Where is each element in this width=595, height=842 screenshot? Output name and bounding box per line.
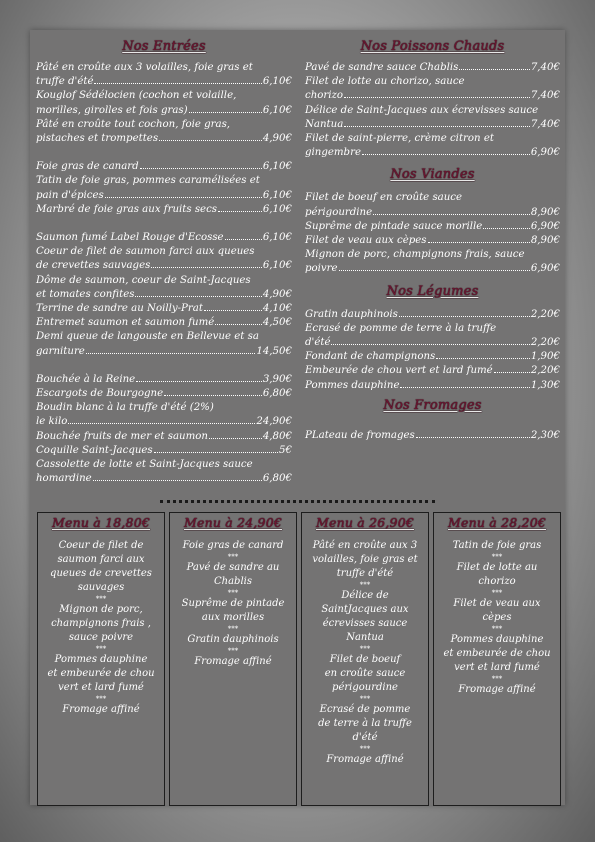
dot-leader [400, 387, 529, 388]
menu-item-label: PLateau de fromages [305, 429, 415, 441]
menu-item-row [36, 472, 292, 486]
menu-item-price: 1,30€ [530, 379, 560, 391]
dot-leader [209, 438, 262, 439]
menu-item-desc: Filet de lotte au chorizo, sauce [305, 76, 465, 88]
course-separator: *** [491, 625, 503, 633]
dot-leader [331, 344, 529, 345]
menu-item [36, 330, 292, 358]
dot-leader [105, 197, 262, 198]
section-title-poissons: Nos Poissons Chauds [360, 39, 505, 54]
dot-leader [86, 353, 256, 354]
dot-leader [215, 324, 262, 325]
menu-item-row [36, 316, 292, 330]
menu-item [36, 174, 292, 202]
menu-item-row [305, 89, 560, 103]
course-line: Pâté en croûte aux 3 [312, 540, 418, 551]
menu-item-price: 2,20€ [530, 308, 560, 320]
menu-item-row [305, 364, 560, 378]
menu-item-label: Pavé de sandre sauce Chablis [305, 62, 459, 73]
left-column [36, 30, 292, 486]
dot-leader [436, 358, 530, 359]
menu-item [305, 104, 560, 132]
menu-item-row [305, 379, 560, 393]
menu-item-label: morilles, girolles et fois gras) [36, 104, 188, 116]
course-line: Suprême de pintade [181, 598, 285, 609]
course-line: périgourdine [332, 682, 398, 693]
course-line: et embeurée de chou [47, 668, 155, 679]
menu-item-row [36, 302, 292, 316]
course-separator: *** [491, 553, 503, 561]
section-fromages [305, 429, 560, 443]
course-line: Filet de boeuf [329, 654, 401, 665]
course-line: et embeurée de chou [443, 648, 551, 659]
menu-item-price: 8,90€ [530, 235, 560, 247]
course-separator: *** [359, 581, 371, 589]
menu-item-price: 24,90€ [256, 416, 292, 428]
menu-item [36, 401, 292, 429]
menu-item-desc: Boudin blanc à la truffe d'été (2%) [36, 402, 214, 414]
section-title-legumes: Nos Légumes [386, 283, 479, 299]
menu-item [36, 118, 292, 146]
section-legumes [305, 308, 560, 393]
menu-item-row [36, 203, 292, 217]
dot-leader [344, 126, 530, 127]
menu-item-row [36, 75, 292, 89]
dot-leader [204, 310, 262, 311]
menu-item-price: 7,40€ [530, 118, 560, 130]
menu-item-label: Terrine de sandre au Noilly-Prat [36, 303, 203, 315]
dot-leader [135, 296, 261, 297]
menu-item-label: de crevettes sauvages [36, 260, 151, 272]
menu-item [305, 308, 560, 322]
menu-item-row [305, 61, 560, 75]
menu-body [170, 533, 296, 669]
menu-item [36, 316, 292, 330]
menu-item-price: 6,80€ [262, 388, 292, 400]
menu-item-price: 2,20€ [530, 365, 560, 377]
menu-item [36, 245, 292, 273]
menu-item [36, 274, 292, 302]
menu-box-3 [301, 512, 429, 806]
course-line: Nantua [346, 632, 384, 643]
dot-leader [189, 112, 262, 113]
course-line: Pavé de sandre au [186, 562, 280, 573]
menu-item-label: Suprême de pintade sauce morille [305, 220, 483, 232]
menu-item-label: gingembre [305, 147, 361, 159]
menu-item-desc: Pâté en croûte aux 3 volailles, foie gras et [36, 62, 253, 73]
menu-item-label: poivre [305, 263, 338, 275]
menu-item [305, 61, 560, 75]
course-separator: *** [95, 645, 107, 653]
menu-item-price: 1,90€ [530, 351, 560, 363]
course-line: Fromage affiné [62, 704, 140, 715]
menu-item [305, 75, 560, 103]
menu-item-price: 6,10€ [262, 161, 292, 173]
dot-leader [154, 452, 278, 453]
menu-item-price: 4,90€ [262, 133, 292, 145]
menu-item-desc: Kouglof Sédélocien (cochon et volaille, [36, 90, 237, 102]
course-line: sauce poivre [68, 632, 134, 643]
dot-leader [225, 239, 262, 240]
course-line: Chablis [214, 576, 252, 587]
menu-item-price: 6,10€ [262, 203, 292, 215]
menu-item-desc: Délice de Saint-Jacques aux écrevisses sauce [305, 104, 539, 116]
dot-leader [140, 168, 262, 169]
menu-item-label: Gratin dauphinois [305, 308, 398, 320]
menu-title: Menu à 26,90€ [315, 515, 415, 530]
menu-item [305, 234, 560, 248]
course-line: vert et lard fumé [454, 662, 540, 673]
menu-body [434, 533, 560, 697]
course-separator: *** [491, 589, 503, 597]
menu-box-4 [433, 512, 561, 806]
menu-item-price: 5€ [279, 444, 292, 456]
menu-item-label: homardine [36, 473, 92, 485]
menu-item [36, 160, 292, 174]
course-line: Gratin dauphinois [187, 634, 279, 645]
menu-item-price: 6,10€ [262, 189, 292, 201]
menu-item-desc: Filet de saint-pierre, crème citron et [305, 133, 494, 145]
course-line: queues de crevettes [50, 568, 152, 579]
menu-item-price: 7,40€ [530, 90, 560, 102]
course-line: aux morilles [201, 612, 265, 623]
course-line: cèpes [482, 612, 512, 623]
menu-item-row [36, 415, 292, 429]
course-line: écrevisses sauce [322, 618, 408, 629]
course-line: saumon farci aux [57, 554, 145, 565]
dot-leader [416, 437, 530, 438]
dot-leader [151, 267, 261, 268]
menu-item-price: 4,50€ [262, 317, 292, 329]
course-line: en croûte sauce [324, 668, 406, 679]
course-line: Pommes dauphine [450, 634, 544, 645]
dot-leader [483, 228, 530, 229]
course-line: Fromage affiné [194, 656, 272, 667]
menu-panel [30, 30, 565, 805]
dot-leader [164, 395, 262, 396]
spacer [36, 359, 292, 373]
menu-item-price: 2,20€ [530, 337, 560, 349]
menu-item-label: d'été [305, 337, 331, 349]
menu-item-desc: Dôme de saumon, coeur de Saint-Jacques [36, 274, 251, 286]
dotted-divider [160, 500, 435, 503]
course-line: Tatin de foie gras [452, 540, 542, 551]
course-line: Coeur de filet de [58, 540, 144, 551]
menu-item-price: 7,40€ [530, 62, 560, 73]
section-title-fromages: Nos Fromages [383, 397, 482, 413]
spacer [36, 217, 292, 231]
dot-leader [94, 83, 261, 84]
menu-item [305, 191, 560, 219]
section-entrees [36, 61, 292, 486]
menu-item-row [36, 288, 292, 302]
menu-item [36, 458, 292, 486]
menu-item-desc: Tatin de foie gras, pommes caramélisées et [36, 175, 260, 187]
menu-item-row [305, 146, 560, 160]
menu-item-price: 6,10€ [262, 104, 292, 116]
course-line: d'été [352, 732, 378, 743]
menu-item-label: Pommes dauphine [305, 379, 400, 391]
menu-item-price: 6,90€ [530, 263, 560, 275]
menu-item-row [36, 444, 292, 458]
course-line: Pommes dauphine [54, 654, 148, 665]
menu-item-price: 4,90€ [262, 288, 292, 300]
menu-item-label: périgourdine [305, 206, 373, 218]
dot-leader [362, 154, 530, 155]
dot-leader [459, 69, 529, 70]
menu-body [302, 533, 428, 767]
menu-item-row [305, 429, 560, 443]
course-separator: *** [227, 625, 239, 633]
menu-item-price: 6,10€ [262, 260, 292, 272]
menu-item-label: Nantua [305, 118, 344, 130]
menu-item-label: et tomates confites [36, 288, 135, 300]
section-title-entrees: Nos Entrées [122, 39, 206, 54]
menu-item [36, 203, 292, 217]
menu-item-label: pain d'épices [36, 189, 104, 201]
menu-item-label: Saumon fumé Label Rouge d'Ecosse [36, 232, 224, 244]
menu-item [305, 322, 560, 350]
dot-leader [136, 381, 262, 382]
menu-item-desc: Ecrasé de pomme de terre à la truffe [305, 322, 497, 334]
menu-box-2 [169, 512, 297, 806]
course-separator: *** [359, 745, 371, 753]
menu-item-label: Foie gras de canard [36, 161, 139, 173]
course-separator: *** [227, 589, 239, 597]
menu-item [36, 444, 292, 458]
menu-item-label: Coquille Saint-Jacques [36, 444, 153, 456]
dot-leader [218, 211, 262, 212]
menu-item-row [305, 206, 560, 220]
section-poissons [305, 61, 560, 160]
menu-item-desc: Cassolette de lotte et Saint-Jacques sauce [36, 459, 253, 471]
course-line: Délice de [341, 590, 389, 601]
spacer [36, 146, 292, 160]
menu-item-row [305, 234, 560, 248]
menu-item-row [36, 160, 292, 174]
course-separator: *** [227, 647, 239, 655]
menu-item [305, 364, 560, 378]
menu-item-price: 14,50€ [256, 345, 292, 357]
course-line: truffe d'été [336, 568, 394, 579]
section-viandes [305, 191, 560, 276]
menu-item-price: 4,10€ [262, 303, 292, 315]
menu-item-row [305, 308, 560, 322]
menu-item-row [305, 350, 560, 364]
dot-leader [68, 423, 255, 424]
course-line: volailles, foie gras et [312, 554, 418, 565]
menu-item [305, 429, 560, 443]
course-separator: *** [95, 595, 107, 603]
section-title-viandes: Nos Viandes [390, 167, 475, 183]
menu-item-label: pistaches et trompettes [36, 133, 159, 145]
menu-item-label: Bouchée fruits de mer et saumon [36, 430, 208, 442]
course-separator: *** [359, 645, 371, 653]
menu-item-row [305, 118, 560, 132]
menu-item-row [36, 345, 292, 359]
menu-item [36, 89, 292, 117]
menu-title: Menu à 18,80€ [51, 515, 151, 530]
menu-item-label: Bouchée à la Reine [36, 373, 136, 385]
dot-leader [339, 270, 530, 271]
menu-item-row [36, 430, 292, 444]
menu-item-price: 2,30€ [530, 429, 560, 441]
course-line: vert et lard fumé [58, 682, 144, 693]
menu-item [305, 379, 560, 393]
right-column [305, 30, 560, 443]
menu-item-row [36, 373, 292, 387]
menu-item [36, 387, 292, 401]
dot-leader [159, 140, 262, 141]
menu-item-desc: Pâté en croûte tout cochon, foie gras, [36, 118, 231, 130]
menu-item-label: garniture [36, 345, 85, 357]
menu-item [305, 220, 560, 234]
menu-item-label: le kilo [36, 416, 68, 428]
menu-item [36, 430, 292, 444]
menu-item-desc: Filet de boeuf en croûte sauce [305, 192, 463, 204]
menu-item-label: Embeurée de chou vert et lard fumé [305, 365, 493, 377]
dot-leader [399, 316, 530, 317]
menu-item-label: Fondant de champignons [305, 351, 436, 363]
menu-item-row [36, 104, 292, 118]
dot-leader [344, 97, 530, 98]
menu-item-row [36, 231, 292, 245]
course-line: Fromage affiné [326, 754, 404, 765]
menu-item [36, 373, 292, 387]
menu-item [36, 231, 292, 245]
menu-item-row [36, 132, 292, 146]
menu-item-desc: Coeur de filet de saumon farci aux queues [36, 246, 255, 258]
course-line: sauvages [77, 582, 125, 593]
menu-item-row [305, 220, 560, 234]
menu-item-price: 6,10€ [262, 76, 292, 88]
menu-item [36, 302, 292, 316]
menu-title: Menu à 28,20€ [447, 515, 547, 530]
dot-leader [494, 372, 530, 373]
menu-item-label: Escargots de Bourgogne [36, 388, 164, 400]
menu-item [305, 350, 560, 364]
course-line: Mignon de porc, [59, 604, 143, 615]
menu-item-price: 6,90€ [530, 220, 560, 232]
menu-item-desc: Mignon de porc, champignons frais, sauce [305, 249, 525, 261]
menu-item [36, 61, 292, 89]
course-line: Foie gras de canard [182, 540, 284, 551]
menu-item-label: chorizo [305, 90, 344, 102]
menu-item-label: Entremet saumon et saumon fumé [36, 317, 215, 329]
course-line: Filet de lotte au [456, 562, 538, 573]
menu-item-price: 6,80€ [262, 473, 292, 485]
menu-item-desc: Demi queue de langouste en Bellevue et sa [36, 331, 259, 343]
dot-leader [428, 242, 530, 243]
menu-item-row [36, 387, 292, 401]
menu-item [305, 132, 560, 160]
course-line: champignons frais , [51, 618, 151, 629]
menu-item-label: Marbré de foie gras aux fruits secs [36, 203, 218, 215]
menu-item-label: Filet de veau aux cèpes [305, 235, 427, 247]
course-line: chorizo [478, 576, 516, 587]
course-separator: *** [491, 675, 503, 683]
dot-leader [373, 214, 530, 215]
menu-body [38, 533, 164, 717]
menu-item-price: 4,80€ [262, 430, 292, 442]
course-line: Filet de veau aux [453, 598, 541, 609]
menu-item-row [36, 259, 292, 273]
course-line: de terre à la truffe [318, 718, 412, 729]
menu-item-price: 6,90€ [530, 147, 560, 159]
menu-box-1 [37, 512, 165, 806]
menu-item-row [36, 189, 292, 203]
course-separator: *** [227, 553, 239, 561]
menu-item-price: 8,90€ [530, 206, 560, 218]
menu-item [305, 248, 560, 276]
menu-item-price: 6,10€ [262, 232, 292, 244]
course-line: SaintJacques aux [321, 604, 409, 615]
menu-item-row [305, 336, 560, 350]
course-separator: *** [359, 695, 371, 703]
course-separator: *** [95, 695, 107, 703]
menu-item-row [305, 262, 560, 276]
menu-item-price: 3,90€ [262, 373, 292, 385]
course-line: Fromage affiné [458, 684, 536, 695]
course-line: Ecrasé de pomme [319, 704, 411, 715]
dot-leader [93, 480, 262, 481]
menu-item-label: truffe d'été [36, 76, 94, 88]
menu-title: Menu à 24,90€ [183, 515, 283, 530]
